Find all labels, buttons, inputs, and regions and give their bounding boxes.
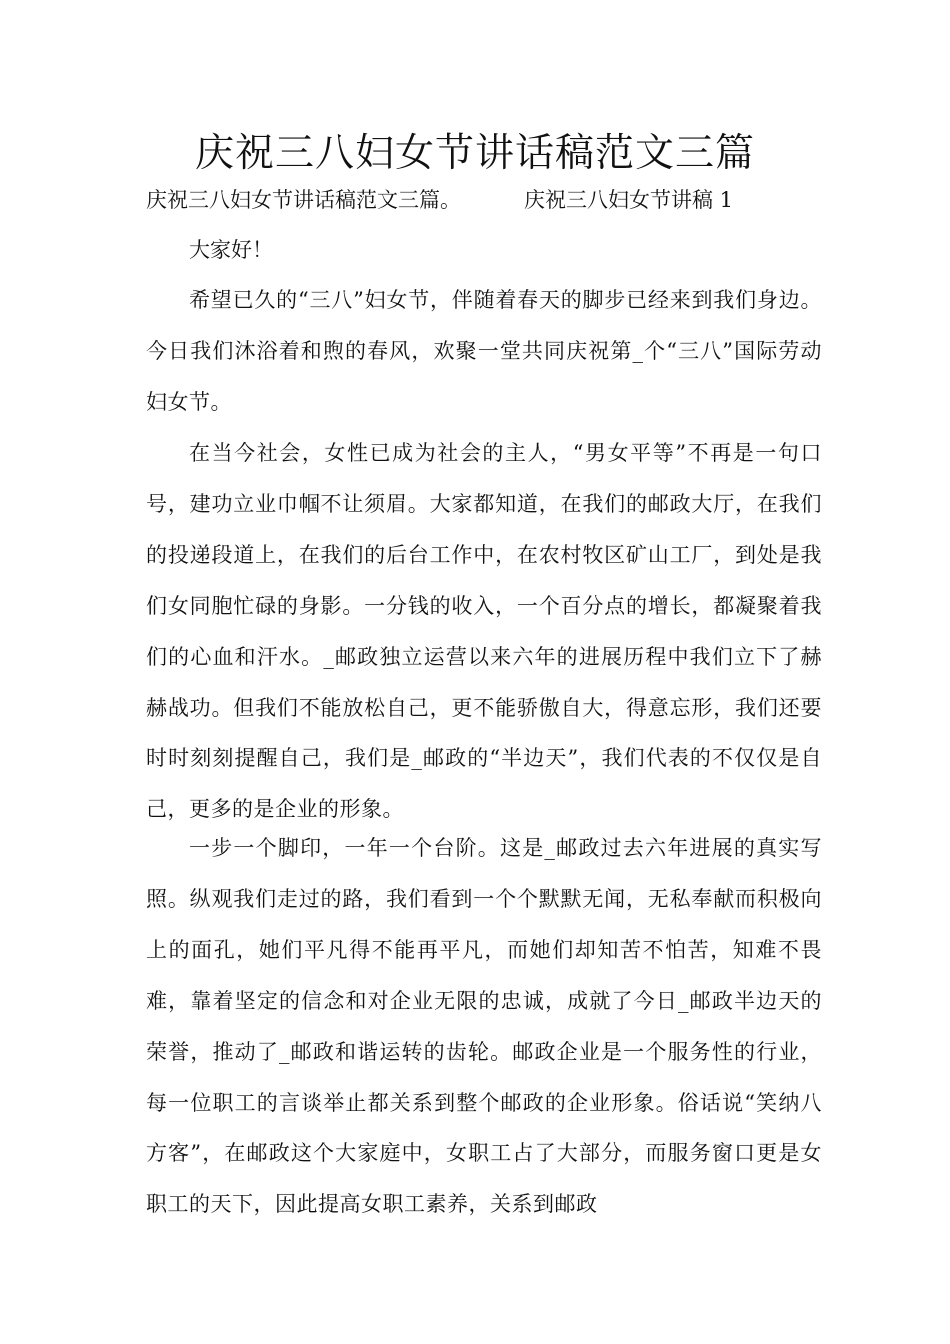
paragraph-2: 在当今社会，女性已成为社会的主人，“男女平等”不再是一句口号，建功立业巾帼不让须眉。大家都知道，在我们的邮政大厅，在我们的投递段道上，在我们的后台工作中，在农村牧区矿山工厂，到处是我们女同胞忙碌的身影。一分钱的收入，一个百分点的增长，都凝聚着我们的心血和汗水。_邮政独立运营以来六年的进展历程中我们立下了赫赫战功。但我们不能放松自己，更不能骄傲自大，得意忘形，我们还要时时刻刻提醒自己，我们是_邮政的“半边天”，我们代表的不仅仅是自己，更多的是企业的形象。: [146, 441, 822, 822]
document-title: 庆祝三八妇女节讲话稿范文三篇: [194, 131, 755, 176]
speech-heading: 庆祝三八妇女节讲稿 1: [524, 188, 734, 212]
paragraph-3: 一步一个脚印，一年一个台阶。这是_邮政过去六年进展的真实写照。纵观我们走过的路，我们看到一个个默默无闻，无私奉献而积极向上的面孔，她们平凡得不能再平凡，而她们却知苦不怕苦，知难不畏难，靠着坚定的信念和对企业无限的忠诚，成就了今日_邮政半边天的荣誉，推动了_邮政和谐运转的齿轮。邮政企业是一个服务性的行业，每一位职工的言谈举止都关系到整个邮政的企业形象。俗话说“笑纳八方客”，在邮政这个大家庭中，女职工占了大部分，而服务窗口更是女职工的天下，因此提高女职工素养，关系到邮政: [146, 836, 822, 1217]
paragraph-1: 希望已久的“三八”妇女节，伴随着春天的脚步已经来到我们身边。今日我们沐浴着和煦的春风，欢聚一堂共同庆祝第_个“三八”国际劳动妇女节。: [146, 288, 822, 414]
document-subtitle: 庆祝三八妇女节讲话稿范文三篇。: [146, 188, 461, 212]
greeting-line: 大家好！: [189, 238, 273, 262]
